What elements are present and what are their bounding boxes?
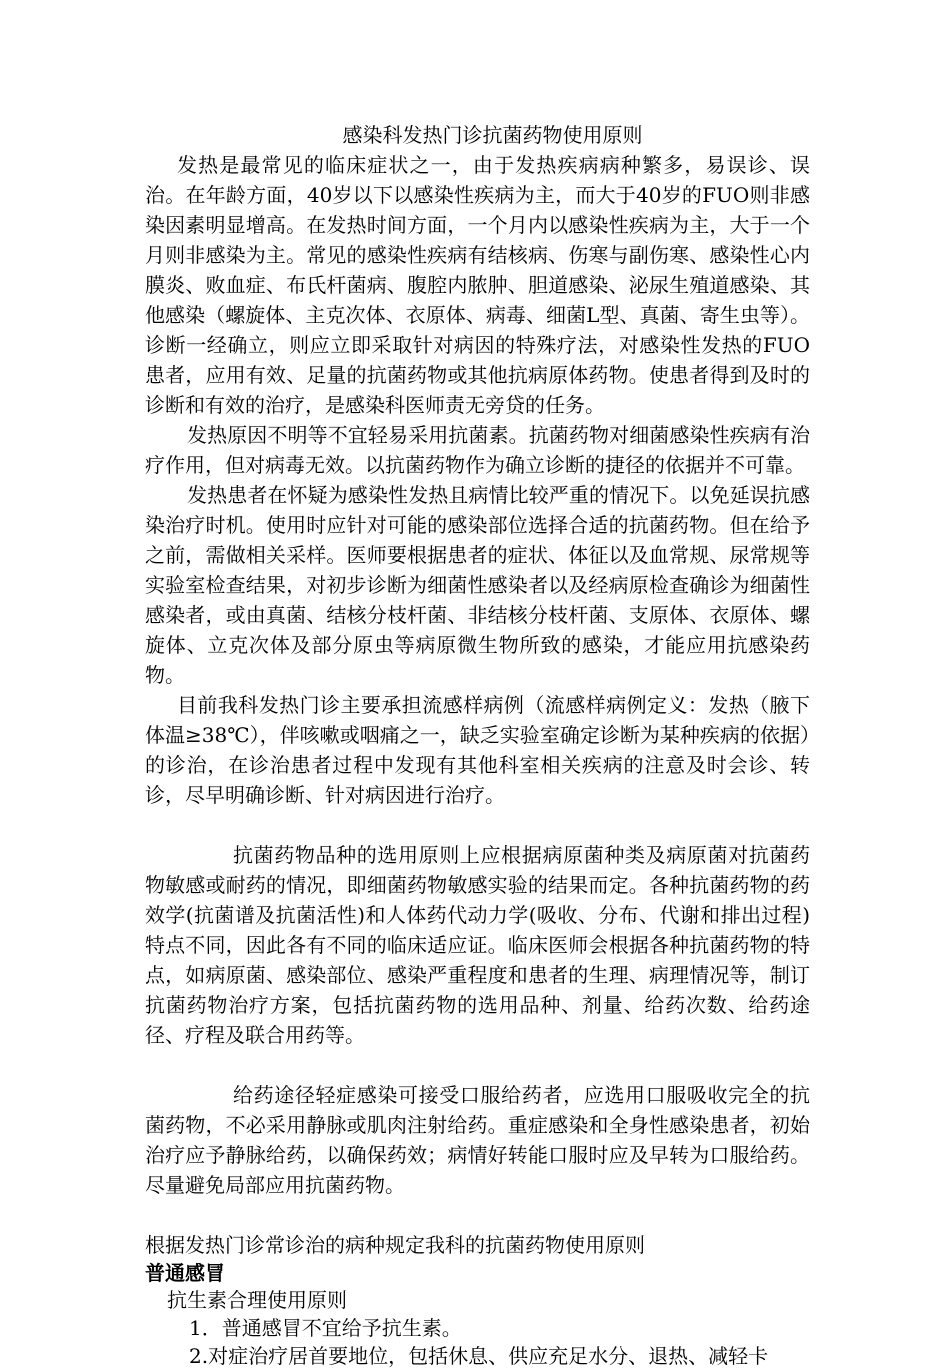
list-item: 2.对症治疗居首要地位，包括休息、供应充足水分、退热、减轻卡: [189, 1344, 769, 1368]
document-title: 感染科发热门诊抗菌药物使用原则: [342, 123, 643, 147]
paragraph-fever-overview: 发热是最常见的临床症状之一，由于发热疾病病种繁多，易误诊、误治。在年龄方面，40岁以下以感染性疾病为主，而大于40岁的FUO则非感染因素明显增高。在发热时间方面，一个月内以感染性疾病为主，大于一个月则非感染为主。常见的感染性疾病有结核病、伤寒与副伤寒、感染性心内膜炎、败血症、布氏杆菌病、腹腔内脓肿、胆道感染、泌尿生殖道感染、其他感染（螺旋体、主克次体、衣原体、病毒、细菌L型、真菌、寄生虫等）。诊断一经确立，则应立即采取针对病因的特殊疗法，对感染性发热的FUO患者，应用有效、足量的抗菌药物或其他抗病原体药物。使患者得到及时的诊断和有效的治疗，是感染科医师责无旁贷的任务。: [145, 153, 810, 417]
document-page: [145, 120, 810, 1370]
spacer: [145, 1050, 810, 1080]
paragraph-clinic-scope: 目前我科发热门诊主要承担流感样病例（流感样病例定义：发热（腋下体温≥38℃），伴咳嗽或咽痛之一，缺乏实验室确定诊断为某种疾病的依据）的诊治，在诊治患者过程中发现有其他科室相关疾病的注意及时会诊、转诊，尽早明确诊断、针对病因进行治疗。: [145, 693, 810, 807]
spacer: [145, 1200, 810, 1230]
paragraph-drug-selection: 抗菌药物品种的选用原则上应根据病原菌种类及病原菌对抗菌药物敏感或耐药的情况，即细菌药物敏感实验的结果而定。各种抗菌药物的药效学(抗菌谱及抗菌活性)和人体药代动力学(吸收、分布、代谢和排出过程)特点不同，因此各有不同的临床适应证。临床医师会根据各种抗菌药物的特点，如病原菌、感染部位、感染严重程度和患者的生理、病理情况等，制订抗菌药物治疗方案，包括抗菌药物的选用品种、剂量、给药次数、给药途径、疗程及联合用药等。: [145, 843, 810, 1047]
paragraph-principles-intro: 根据发热门诊常诊治的病种规定我科的抗菌药物使用原则: [145, 1233, 645, 1257]
spacer: [145, 810, 810, 840]
list-item: 1．普通感冒不宜给予抗生素。: [189, 1316, 462, 1340]
paragraph-severe-infection: 发热患者在怀疑为感染性发热且病情比较严重的情况下。以免延误抗感染治疗时机。使用时应针对可能的感染部位选择合适的抗菌药物。但在给予之前，需做相关采样。医师要根据患者的症状、体征以及血常规、尿常规等实验室检查结果，对初步诊断为细菌性感染者以及经病原检查确诊为细菌性感染者，或由真菌、结核分枝杆菌、非结核分枝杆菌、支原体、衣原体、螺旋体、立克次体及部分原虫等病原微生物所致的感染，才能应用抗感染药物。: [145, 483, 810, 687]
subheading-antibiotic-principles: 抗生素合理使用原则: [167, 1288, 347, 1312]
paragraph-administration-route: 给药途径轻症感染可接受口服给药者，应选用口服吸收完全的抗菌药物，不必采用静脉或肌肉注射给药。重症感染和全身性感染患者，初始治疗应予静脉给药，以确保药效；病情好转能口服时应及早转为口服给药。尽量避免局部应用抗菌药物。: [145, 1083, 810, 1197]
paragraph-unknown-fever: 发热原因不明等不宜轻易采用抗菌素。抗菌药物对细菌感染性疾病有治疗作用，但对病毒无效。以抗菌药物作为确立诊断的捷径的依据并不可靠。: [145, 423, 810, 477]
section-heading-common-cold: 普通感冒: [145, 1261, 225, 1285]
